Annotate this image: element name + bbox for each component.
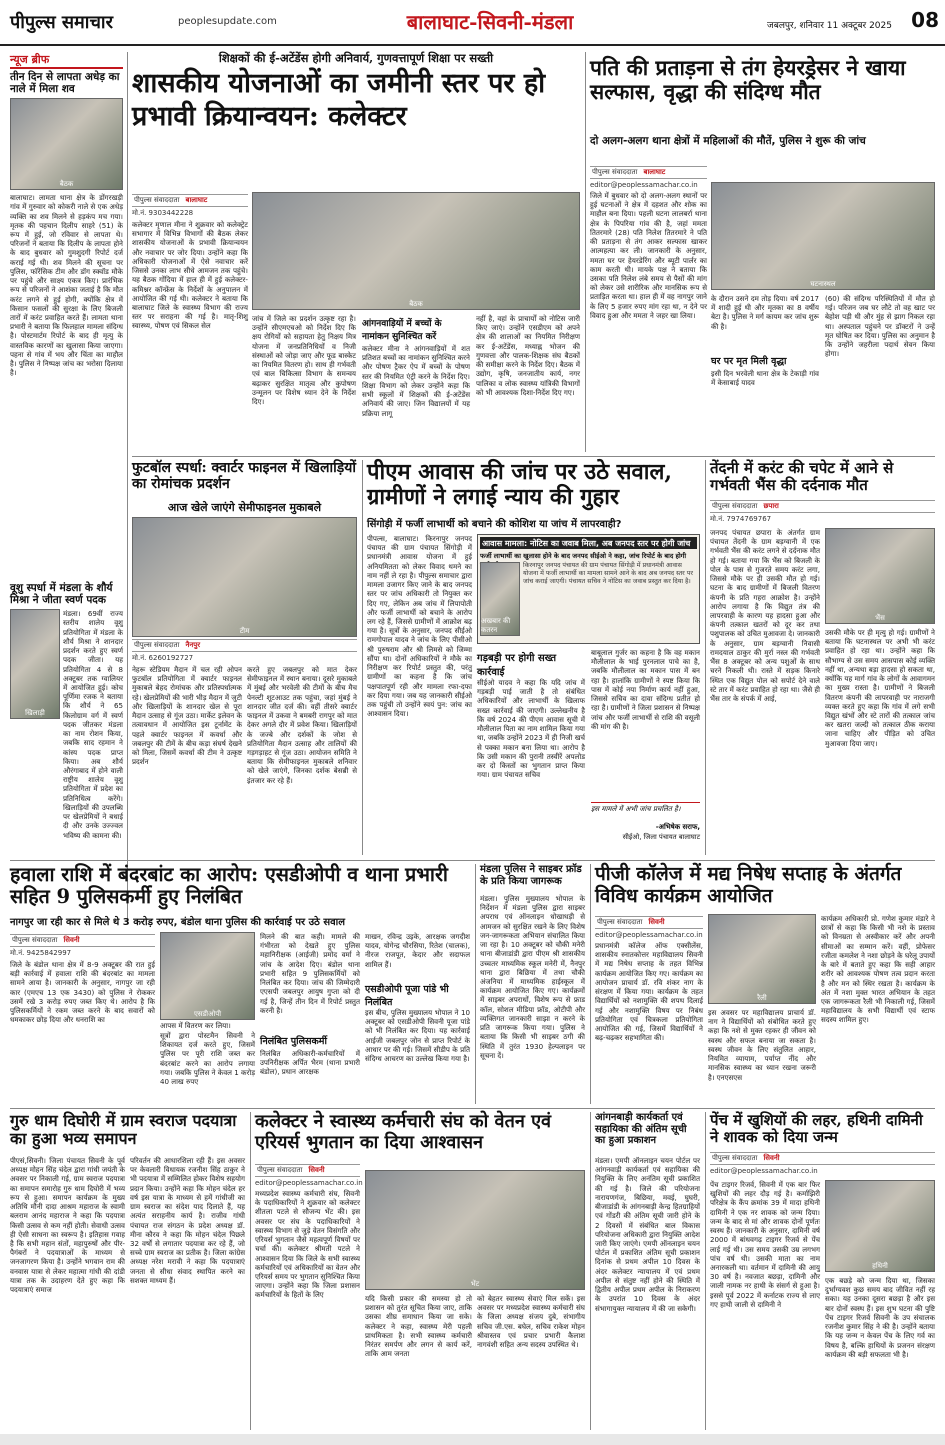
buffalo-col1: जनपद पंचायत छपारा के अंतर्गत ग्राम पंचायत तेंदनी के ग्राम बड़ग्वानी में एक गर्भवती भैंस की करंट लगने से दर्दनाक मौत हो गई। बताया गया कि भैंस को बिजली के पोल के पास से गुजरते समय करंट लगा, जिससे मौके पर ही उसकी मौत हो गई। घटना के बाद ग्रामीणों में बिजली वितरण कंपनी के प्रति गहरा आक्रोश है। उन्होंने आरोप लगाया है कि विद्युत तंत्र की लापरवाही के कारण यह हादसा हुआ और कंपनी तत्काल खतरों को दूर कर तथा पशुपालक को उचित मुआवजा दे। जानकारी के अनुसार, ग्राम बड़ग्वानी निवासी रामदयाल ठाकुर की मुर्रा नस्ल की गर्भवती भैंस 8 अक्टूबर को अन्य पशुओं के साथ चरने निकली थी। रास्ते में सड़क किनारे स्थित एक विद्युत पोल को सपोर्ट देने वाले स्टे तार में करंट प्रवाहित हो रहा था। जैसे ही भैंस तार के संपर्क में आई, xyxy=(710,528,820,703)
employees-photo: भेंट xyxy=(365,1170,585,1290)
hawala-story xyxy=(10,864,470,1104)
hawala-deck: नागपुर जा रही कार से मिले थे 3 करोड़ रुपए, बंडोल थाना पुलिस की कार्रवाई पर उठे सवाल xyxy=(10,917,346,928)
cyber-col1: मंडला। पुलिस मुख्यालय भोपाल के निर्देशन में मंडला पुलिस द्वारा साइबर अपराध एवं ऑनलाइन धोखाधड़ी से आमजन को सुरक्षित रखने के लिए विशेष जन-जागरूकता अभियान संचालित किया जा रहा है। 10 अक्टूबर को चौकी मनेरी थाना बीजाडांडी द्वारा पीएम श्री शासकीय उच्चतर माध्यमिक स्कूल मनेरी में, नैनपुर थाना द्वारा बिछिया में तथा चौकी अंजनिया में माध्यमिक हाईस्कूल में कार्यक्रम आयोजित किए गए। कार्यक्रमों में साइबर अपराधों, विशेष रूप से फ्राड कॉल, सोशल मीडिया फ्रॉड, ओटीपी और व्यक्तिगत जानकारी साझा न करने के प्रति जागरूक किया गया। पुलिस ने बताया कि किसी भी साइबर ठगी की स्थिति में तुरंत 1930 हेल्पलाइन पर सूचना दें। xyxy=(480,894,585,1060)
lead-mobile: मो.नं. 9303442228 xyxy=(132,209,194,217)
hawala-byline: पीपुल्स संवाददाता सिवनी xyxy=(10,934,155,947)
hawala-col2: मिलने की बात कही। मामले की गंभीरता को देखते हुए पुलिस महानिरीक्षक (आईजी) प्रमोद वर्मा ने जांच के आदेश दिए। बंडोल थाना प्रभारी सहित 9 पुलिसकर्मियों को निलंबित कर दिया। जांच की जिम्मेदारी एएसपी जबलपुर आयुष गुप्ता को दी गई है, जिन्हें तीन दिन में रिपोर्ट प्रस्तुत करनी है। xyxy=(260,932,360,1015)
pg-col2: इस अवसर पर महाविद्यालय प्राचार्य डॉ. नाग ने विद्यार्थियों को संबोधित करते हुए कहा कि नशे से मुक्त रहकर ही जीवन को स्वस्थ और सफल बनाया जा सकता है। स्वस्थ जीवन के लिए संतुलित आहार, नियमित व्यायाम, पर्याप्त नींद और मानसिक स्वास्थ्य का ध्यान रखना जरूरी है। एनएसएस xyxy=(708,1008,816,1082)
pg-col1: प्रधानमंत्री कॉलेज ऑफ एक्सीलेंस, शासकीय स्नातकोत्तर महाविद्यालय सिवनी में मद्य निषेध सप्ताह के तहत विभिन्न कार्यक्रम आयोजित किए गए। कार्यक्रम का आयोजन प्राचार्य डॉ. रवि शंकर नाग के संरक्षण में किया गया। कार्यक्रम के तहत विद्यार्थियों को नशामुक्ति की शपथ दिलाई गई और नशामुक्ति विषय पर निबंध प्रतियोगिता एवं चित्रकला प्रतियोगिता आयोजित की गई, जिसमें विद्यार्थियों ने बढ़-चढ़कर सहभागिता की। xyxy=(595,941,703,1043)
clip-body: किरनापुर जनपद पंचायत की ग्राम पंचायत सिंगोड़ी में प्रधानमंत्री आवास योजना में फर्जी लाभार्थी का मामला सामने आने के बाद अब जनपद स्तर पर जांच कराई जाएगी। पंचायत सचिव ने नोटिस का जवाब प्रस्तुत कर दिया है। xyxy=(523,562,693,586)
lead-story xyxy=(132,52,580,452)
brief-2-photo: खिलाड़ी xyxy=(10,609,60,719)
suicide-email: editor@peoplessamachar.co.in xyxy=(590,181,698,189)
hawala-col1: जिले के बंडोल थाना क्षेत्र में 8-9 अक्टूबर की रात हुई बड़ी कार्रवाई में हवाला राशि की बंदरबांट का मामला सामने आया है। जानकारी के अनुसार, नागपुर जा रही कार (एमएच 13 एक 3430) को पुलिस ने रोककर उसमें रखे 3 करोड़ रुपए जब्त किए थे। आरोप है कि पुलिसकर्मियों ने रकम जब्त करने के बाद सवारों को धमकाकर छोड़ दिया और धनराशि का xyxy=(10,960,155,1025)
anganwadi-headline: आंगनबाड़ी कार्यकर्ता एवं सहायिका की अंतिम सूची का हुआ प्रकाशन xyxy=(595,1112,687,1146)
football-col1: नेहरू स्टेडियम मैदान में चल रही ओपन फुटबॉल प्रतियोगिता में क्वार्टर फाइनल मुकाबले बेहद रोमांचक और प्रतिस्पर्धात्मक रहे। खेलप्रेमियों की भारी भीड़ मैदान में जुटी और खिलाड़ियों के शानदार खेल से पूरा मैदान उत्साह से गूंज उठा। मार्केट इलेवन के तत्वावधान में आयोजित इस टूर्नामेंट के पहले क्वार्टर फाइनल में कवर्धा और जबलपुर की टीमें के बीच कड़ा संघर्ष देखने को मिला, जिसमें कवर्धा की टीम ने उत्कृष्ट प्रदर्शन xyxy=(132,665,242,767)
pmay-story xyxy=(367,460,700,855)
employees-story xyxy=(255,1112,585,1430)
hawala-subhead-2: एसडीओपी पूजा पांडे भी निलंबित xyxy=(365,984,449,1008)
edition-banner: बालाघाट-सिवनी-मंडला xyxy=(406,10,574,34)
employees-byline: पीपुल्स संवाददाता सिवनी xyxy=(255,1164,360,1177)
lead-headline: शासकीय योजनाओं का जमीनी स्तर पर हो प्रभावी क्रियान्वयन: कलेक्टर xyxy=(132,68,546,132)
elephant-col2: एक बछड़े को जन्म दिया था, जिसका दुर्भाग्यवश कुछ समय बाद जीवित नहीं रह सका। यह उनका दूसरा बछड़ा है और इस बार दोनों स्वस्थ हैं। इस शुभ घटना की पुष्टि पेंच टाइगर रिजर्व सिवनी के उप संचालक रजनीश कुमार सिंह ने की है। उन्होंने बताया कि यह जन्म न केवल पेंच के लिए गर्व का विषय है, बल्कि हाथियों के प्रजनन संरक्षण कार्यक्रम की बड़ी सफलता भी है। xyxy=(825,1276,935,1359)
employees-col2: यदि किसी प्रकार की समस्या हो तो प्रशासन को तुरंत सूचित किया जाए, ताकि उसका शीघ्र समाधान किया जा सके। कलेक्टर ने कहा, स्वास्थ्य मेरी पहली प्राथमिकता है। सभी स्वास्थ्य कर्मचारी निरंतर समर्पण और लगन से कार्य करें, ताकि आम जनता xyxy=(365,1294,472,1359)
page-number: 08 xyxy=(911,8,939,32)
football-mobile: मो.नं. 6260192727 xyxy=(132,654,194,662)
employees-headline: कलेक्टर ने स्वास्थ्य कर्मचारी संघ को वेतन एवं एरियर्स भुगतान का दिया आश्वासन xyxy=(255,1111,552,1153)
hawala-sdop-photo: एसडीओपी xyxy=(160,932,255,1020)
employees-col3: को बेहतर स्वास्थ्य सेवाएं मिल सकें। इस अवसर पर मध्यप्रदेश स्वास्थ्य कर्मचारी संघ के जिला अध्यक्ष संजय दुबे, संभागीय सचिव जी.एस. बघेल, सचिव राकेश मोहन श्रीवास्तव एवं प्रचार प्रभारी कैलाश नागवंशी सहित अन्य सदस्य उपस्थित थे। xyxy=(477,1294,585,1350)
hawala-mobile: मो.नं. 9425842997 xyxy=(10,949,72,957)
pg-photo: रैली xyxy=(708,914,816,1004)
brief-label: न्यूज ब्रीफ xyxy=(10,52,123,69)
cyber-headline: मंडला पुलिस ने साइबर फ्रॉड के प्रति किया जागरूक xyxy=(480,864,582,887)
brief-1-body: बालाघाट। लामता थाना क्षेत्र के डोंगरखड़ी गांव में गुरुवार को कोकरी नाले से एक अधेड़ व्यक्ति का शव मिलने से हड़कंप मच गया। मृतक की पहचान दिलीप साहरे (51) के रूप में हुई, जो रविवार से लापता थे। परिजनों ने बताया कि दिलीप के लापता होने के बाद बुधवार को गुमशुदगी रिपोर्ट दर्ज कराई गई थी। शव मिलने की सूचना पर पुलिस, फॉरेंसिक टीम और डॉग स्क्वॉड मौके पर पहुंचे और साक्ष्य एकत्र किए। प्रारंभिक रूप से परिजनों ने आशंका जताई है कि मौत करंट लगने से हुई होगी, क्योंकि क्षेत्र में किसान फसलों की सुरक्षा के लिए बिजली तारों में करंट प्रवाहित करते हैं। लामता थाना प्रभारी ने बताया कि फिलहाल मामला संदिग्ध है। पोस्टमार्टम रिपोर्ट के बाद ही मृत्यु के वास्तविक कारणों का खुलासा किया जाएगा। पहना से गांव में भय और चिंता का माहौल है। पुलिस ने निष्पक्ष जांच का भरोसा दिलाया है। xyxy=(10,193,123,378)
suicide-headline: पति की प्रताड़ना से तंग हेयरड्रेसर ने खाया सल्फास, वृद्धा की संदिग्ध मौत xyxy=(590,55,906,105)
lead-kicker: शिक्षकों की ई-अटेंडेंस होगी अनिवार्य, गुणवत्तापूर्ण शिक्षा पर सख्ती xyxy=(218,51,494,65)
suicide-col1: जिले में बुधवार को दो अलग-अलग स्थानों पर हुई घटनाओं ने क्षेत्र में दहशत और शोक का माहौल बना दिया। पहली घटना लालबर्रा थाना क्षेत्र के पिपरिया गांव की है, जहां ममता तितरमारे (28) पति निलेश तितरमारे ने पति की प्रताड़ना से तंग आकर सल्फास खाकर आत्महत्या कर ली। जानकारी के अनुसार, ममता घर पर हेयरडेरिंग और ब्यूटी पार्लर का काम करती थी। मायके पक्ष ने बताया कि उसका पति निलेश लंबे समय से पैसों की मांग को लेकर उसे शारीरिक और मानसिक रूप से प्रताड़ित करता था। हाल ही में वह नागपुर जाने के लिए 5 हजार रुपए मांग रहा था, न देने पर विवाद हुआ और ममता ने जहर खा लिया। xyxy=(590,191,707,320)
football-photo: टीम xyxy=(132,517,357,637)
gurudham-col2: परिवर्तन की आधारशिला रही हैं। इस अवसर पर केवलारी विधायक रजनीश सिंह ठाकुर ने भी पदयात्रा में सम्मिलित होकर विशेष सहयोग प्रदान किया। उन्होंने कहा कि मोहन चंदेल हर वर्ष इस यात्रा के माध्यम से हमें गांधीजी का ग्राम स्वराज का संदेश याद दिलाते हैं, यह अत्यंत सराहनीय कार्य है। राजीव गांधी पंचायत राज संगठन के प्रदेश अध्यक्ष डॉ. मीना कौरव ने कहा कि मोहन चंदेल पिछले 32 वर्षों से लगातार पदयात्रा कर रहे हैं, जो सच्चे ग्राम स्वराज का प्रतीक है। जिला कांग्रेस अध्यक्ष नरेश मरावी ने कहा कि पदयात्राएं जनता से सीधा संवाद स्थापित करने का सशक्त माध्यम हैं। xyxy=(130,1156,245,1285)
gurudham-headline: गुरु धाम दिघोरी में ग्राम स्वराज पदयात्रा का हुआ भव्य समापन xyxy=(10,1111,237,1149)
lead-byline: पीपुल्स संवाददाता बालाघाट xyxy=(132,194,248,207)
pmay-deck: सिंगोड़ी में फर्जी लाभार्थी को बचाने की कोशिश या जांच में लापरवाही? xyxy=(367,519,622,530)
pmay-clipping xyxy=(477,534,700,644)
elephant-col1: पेंच टाइगर रिजर्व, सिवनी में एक बार फिर खुशियों की लहर दौड़ गई है। कर्माझिरी परिक्षेत्र के कैंप क्रमांक 39 में मादा हथिनी दामिनी ने एक नर शावक को जन्म दिया। जन्म के बाद से मां और शावक दोनों पूर्णतः स्वस्थ हैं। जानकारी के अनुसार, दामिनी वर्ष 2000 में बांधवगढ़ टाइगर रिजर्व से पेंच लाई गई थी। उस समय उसकी उम्र लगभग पांच वर्ष थी। उसकी माता का नाम अनारकली था। वर्तमान में दामिनी की आयु 30 वर्ष है। नवजात बछड़ा, दामिनी और जाली नामक नर हाथी के संसर्ग से हुआ है। इससे पूर्व 2022 में कर्नाटक राज्य से लाए गए हाथी जाली से दामिनी ने xyxy=(710,1180,820,1309)
suicide-byline: पीपुल्स संवाददाता बालाघाट xyxy=(590,166,707,179)
suicide-subhead: घर पर मृत मिली वृद्धा xyxy=(711,356,787,367)
logo: पीपुल्स समाचार xyxy=(10,12,113,33)
football-story xyxy=(132,460,357,855)
hawala-col2b: निलंबित अधिकारी-कर्मचारियों में उपनिरीक्षक अर्पित भैरम (थाना प्रभारी बंडोल), प्रधान आरक्षक xyxy=(260,1049,360,1077)
football-headline: फुटबॉल स्पर्धा: क्वार्टर फाइनल में खिलाड़ियों का रोमांचक प्रदर्शन xyxy=(132,460,356,493)
buffalo-byline: पीपुल्स संवाददाता छपारा xyxy=(710,500,935,513)
pg-story xyxy=(595,864,935,1104)
suicide-col3: (60) की संदिग्ध परिस्थितियों में मौत हो गई। परिजन जब घर लौटे तो वह खाट पर बेहोश पड़ी थी और मुंह से झाग निकल रहा था। अस्पताल पहुंचने पर डॉक्टरों ने उन्हें मृत घोषित कर दिया। पुलिस का अनुमान है कि उन्होंने जहरीला पदार्थ सेवन किया होगा। xyxy=(825,294,935,359)
pmay-subhead: गड़बड़ी पर होगी सख्त कार्रवाई xyxy=(477,653,557,678)
hawala-subhead: निलंबित पुलिसकर्मी xyxy=(260,1036,327,1047)
clip-sub: फर्जी लाभार्थी का खुलासा होने के बाद जनपद सीईओ ने कहा, जांच रिपोर्ट के बाद होगी xyxy=(480,552,687,560)
pg-byline: पीपुल्स संवाददाता सिवनी xyxy=(595,916,703,929)
pg-col3: कार्यक्रम अधिकारी प्रो. गणेश कुमार मंडारे ने छात्रों से कहा कि किसी भी नशे के प्रस्ताव को विनम्रता से अस्वीकार करें और अपनी सीमाओं का सम्मान करें। वहीं, प्रोफेसर रजीता कमलेश ने नशा छोड़ने के घरेलू उपायों के बारे में बताते हुए कहा कि सही आहार शरीर को आवश्यक पोषण तत्व प्रदान करता है और मन को स्थिर रखता है। कार्यक्रम के अंत में नशा मुक्त भारत अभियान के तहत एक जागरूकता रैली भी निकाली गई, जिसमें महाविद्यालय के सभी विद्यार्थी एवं स्टाफ सदस्य शामिल हुए। xyxy=(821,914,935,1025)
news-brief xyxy=(10,52,123,922)
suicide-col2: के दौरान उसने दम तोड़ दिया। वर्ष 2017 में शादी हुई थी और मृतका का 8 वर्षीय बेटा है। पुलिस ने मर्ग कायम कर जांच शुरू की है। xyxy=(711,294,819,331)
buffalo-mobile: मो.नं. 7974769767 xyxy=(710,515,772,523)
suicide-photo: घटनास्थल xyxy=(711,182,935,290)
pg-headline: पीजी कॉलेज में मद्य निषेध सप्ताह के अंतर्गत विविध कार्यक्रम आयोजित xyxy=(595,863,902,907)
dateline: जबलपुर, शनिवार 11 अक्टूबर 2025 xyxy=(767,21,892,31)
elephant-story xyxy=(710,1112,935,1430)
anganwadi-col1: मंडला। एमपी ऑनलाइन चयन पोर्टल पर आंगनवाड़ी कार्यकर्ता एवं सहायिका की नियुक्ति के लिए अनंतिम सूची प्रकाशित की गई है। जिले की परियोजना नारायणगंज, बिछिया, मवई, घुघरी, बीजाडांडी के आंगनबाड़ी केन्द्र हितग्राहियों एवं गोंडरी की अंतिम सूची जारी होने के 2 दिवसों में संबंधित बाल विकास परियोजना अधिकारी द्वारा नियुक्ति आदेश जारी किए जाएंगे। एमपी ऑनलाइन चयन पोर्टल में प्रकाशित अंतिम सूची प्रकाशन दिनांक से प्रथम अपील 10 दिवस के अंदर कलेक्टर न्यायालय में एवं प्रथम अपील से संतुष्ट नहीं होने की स्थिति में द्वितीय अपील प्रथम अपील के निराकरण के उपरांत 10 दिवस के अंदर संभागायुक्त न्यायालय में की जा सकेगी। xyxy=(595,1156,700,1313)
lead-subhead: आंगनवाड़ियों में बच्चों के नामांकन सुनिश्चित करें xyxy=(362,319,442,342)
cyber-story xyxy=(480,864,585,1104)
gurudham-story xyxy=(10,1112,245,1430)
lead-photo: बैठक xyxy=(252,192,580,310)
lead-col2: जांच में जिले का प्रदर्शन उत्कृष्ट रहा है। उन्होंने सीएमएचओ को निर्देश दिए कि क्षय रोगियों को सहायता हेतु निक्षय मित्र योजना में जनप्रतिनिधियों व निजी संस्थाओं को जोड़ा जाए और फूड बास्केट का नियमित वितरण हो। साथ ही गर्भवती एवं बाल चिकित्सा विभाग के समन्वय बढ़ाकर सुरक्षित मातृत्व और कुपोषण उन्मूलन पर विशेष ध्यान देने के निर्देश दिए। xyxy=(252,314,356,406)
employees-col1: मध्यप्रदेश स्वास्थ्य कर्मचारी संघ, सिवनी के पदाधिकारियों ने शुक्रवार को कलेक्टर शीतला पटले से सौजन्य भेंट की। इस अवसर पर संघ के पदाधिकारियों ने स्वास्थ्य विभाग से जुड़े वेतन विसंगति और एरियर्स भुगतान जैसे महत्वपूर्ण विषयों पर चर्चा की। कलेक्टर श्रीमती पटले ने आश्वासन दिया कि जिले के सभी स्वास्थ्य कर्मचारियों एवं अधिकारियों का वेतन और एरियर्स समय पर भुगतान सुनिश्चित किया जाएगा। उन्होंने कहा कि जिला प्रशासन कर्मचारियों के हितों के लिए xyxy=(255,1189,360,1300)
lead-col1: कलेक्टर मृणाल मीना ने शुक्रवार को कलेक्ट्रेट सभागार में विभिन्न विभागों की बैठक लेकर शासकीय योजनाओं के प्रभावी क्रियान्वयन और नवाचार पर जोर दिया। उन्होंने कहा कि अधिकारी योजनाओं में ऐसे नवाचार करें जिससे उनका लाभ सीधे आमजन तक पहुंचे। यह बैठक गोंदिया में हाल ही में हुई कलेक्टर-कमिश्नर कॉन्फ्रेंस के निर्देशों के अनुपालन में आयोजित की गई थी। कलेक्टर ने बताया कि बालाघाट जिले के स्वास्थ्य विभाग की राज्य स्तर पर सराहना की गई है। मातृ-शिशु स्वास्थ्य, पोषण एवं सिकल सेल xyxy=(132,220,248,331)
hawala-col3b: इस बीच, पुलिस मुख्यालय भोपाल ने 10 अक्टूबर को एसडीओपी सिवनी पूजा पांडे को भी निलंबित कर दिया। यह कार्रवाई आईजी जबलपुर जोन से प्राप्त रिपोर्ट के आधार पर की गई। जिसमें सीडीप के प्रति संदिग्ध आचरण का उल्लेख किया गया है। xyxy=(365,1008,470,1064)
gurudham-col1: पीएसं,सिवनी। जिला पंचायत सिवनी के पूर्व अध्यक्ष मोहन सिंह चंदेल द्वारा गांधी जयंती के अवसर पर निकाली गई, ग्राम स्वराज पदयात्रा का समापन समारोह गुरु धाम दिघोरी में भव्य रूप से हुआ। समापन कार्यक्रम के मुख्य अतिथि मौनी दादा आश्रम महाराज के स्वामी बलराम आनंद महाराज ने कहा कि पदयात्रा किसी उत्सव से कम नहीं होती। सेवाधी उत्सव ही ऐसी साधना का स्वरूप है। इतिहास गवाह है कि सभी महान संतों, महापुरुषों और पीर-पैगंबरों ने पदयात्राओं के माध्यम से जनजागरण किया है। उन्होंने भगवान राम की वनवास यात्रा से लेकर महात्मा गांधी की दांडी यात्रा तक के उदाहरण देते हुए कहा कि पदयात्राएं समाज xyxy=(10,1156,125,1295)
footer-colorbar xyxy=(0,1434,945,1445)
brief-1-title: तीन दिन से लापता अधेड़ का नाले में मिला शव xyxy=(10,71,120,96)
suicide-deck: दो अलग-अलग थाना क्षेत्रों में महिलाओं की मौतें, पुलिस ने शुरू की जांच xyxy=(590,135,866,147)
employees-email: editor@peoplessamachar.co.in xyxy=(255,1179,363,1187)
pg-email: editor@peoplessamachar.co.in xyxy=(595,931,703,939)
suicide-col2b: इसी दिन भरवेली थाना क्षेत्र के टेकाड़ी गांव में केसाबाई यादव xyxy=(711,369,819,388)
buffalo-photo: भैंस xyxy=(825,528,935,624)
lead-col3: कलेक्टर मीना ने आंगनवाड़ियों में शत प्रतिशत बच्चों का नामांकन सुनिश्चित करने और पोषण ट्रैकर ऐप में बच्चों के पोषण स्तर की नियमित एंट्री करने के निर्देश दिए। शिक्षा विभाग को लेकर उन्होंने कहा कि सभी स्कूलों में शिक्षकों की ई-अटेंडेंस अनिवार्य की जाए। जिन विद्यालयों में यह प्रक्रिया लागू xyxy=(362,344,470,418)
hawala-col1b: सूत्रों द्वारा पोस्टमैन सिवनी ने शिकायत दर्ज करते हुए, जिसमें पुलिस पर पूरी राशि जब्त कर बंदरबांट करने का आरोप लगाया गया। जबकि पुलिस ने केवल 1 करोड़ 40 लाख रुपए xyxy=(160,1031,255,1087)
elephant-headline: पेंच में खुशियों की लहर, हथिनी दामिनी ने शावक को दिया जन्म xyxy=(710,1111,923,1147)
buffalo-headline: तेंदनी में करंट की चपेट में आने से गर्भवती भैंस की दर्दनाक मौत xyxy=(710,459,894,495)
pmay-headline: पीएम आवास की जांच पर उठे सवाल, ग्रामीणों ने लगाई न्याय की गुहार xyxy=(367,459,673,511)
elephant-email: editor@peoplessamachar.co.in xyxy=(710,1167,818,1175)
elephant-photo: हथिनी xyxy=(825,1180,935,1272)
suicide-story xyxy=(590,56,935,454)
clip-photo: अखबार की कतरन xyxy=(480,562,520,636)
masthead xyxy=(0,0,945,46)
website: peoplesupdate.com xyxy=(178,16,277,27)
hawala-col3: माखन, रविन्द्र उइके, आरक्षक जगदीश यादव, योगेन्द्र चौरसिया, रितेश (चालक), नीरज राजपूत, केदार और सदाफल शामिल हैं। xyxy=(365,932,470,969)
buffalo-col2: उसकी मौके पर ही मृत्यु हो गई। ग्रामीणों ने बताया कि घटनास्थल पर अभी भी करंट प्रवाहित हो रहा था। उन्होंने कहा कि सौभाग्य से उस समय आसपास कोई व्यक्ति नहीं था, अन्यथा बड़ा हादसा हो सकता था, क्योंकि यह मार्ग गांव के लोगों के आवागमन का मुख्य रास्ता है। ग्रामीणों ने बिजली वितरण कंपनी की लापरवाही पर नाराजगी व्यक्त करते हुए कहा कि गांव में लगे सभी विद्युत खंभों और स्टे तारों की तत्काल जांच कर खतरा जल्दी को तत्काल ठीक कराया जाना चाहिए और पीड़ित को उचित मुआवजा दिया जाए। xyxy=(825,628,935,748)
football-byline: पीपुल्स संवाददाता नैनपुर xyxy=(132,639,357,652)
lead-col4: नहीं है, वहां के प्राचार्यों को नोटिस जारी किए जाएं। उन्होंने एसडीएम को अपने क्षेत्र की शालाओं का नियमित निरीक्षण कर ई-अटेंडेंस, मध्याह्न भोजन की गुणवत्ता और पालक-शिक्षक संघ बैठकों की समीक्षा करने के निर्देश दिए। बैठक में उद्योग, कृषि, जनजातीय कार्य, नगर पालिका व लोक स्वास्थ्य यांत्रिकी विभागों को भी आवश्यक दिशा-निर्देश दिए गए। xyxy=(476,314,580,397)
pmay-quote: इस मामले में अभी जांच प्रचलित है। -अभिषेक सराफ, सीईओ, जिला पंचायत बालाघाट xyxy=(591,802,700,841)
football-col2: करते हुए जबलपुर को मात देकर सेमीफाइनल में स्थान बनाया। दूसरे मुकाबले में मुंबई और भरवेली की टीमों के बीच मैच पेनल्टी शूटआउट तक पहुंचा, जहां मुंबई ने शानदार जीत दर्ज की। वहीं तीसरे क्वार्टर फाइनल में उकवा ने बमबरी रागपुर को मात देकर अगले दौर में प्रवेश किया। खिलाड़ियों के जज्बे और दर्शकों के जोश से प्रतियोगिता मैदान उत्साह और तालियों की गड़गड़ाहट से गूंज उठा। आयोजन समिति ने बताया कि सेमीफाइनल मुकाबले शनिवार को खेले जाएंगे, जिनका दर्शक बेसब्री से इंतजार कर रहे हैं। xyxy=(247,665,357,785)
pmay-col3: बाबूलाल गुर्जर का कहना है कि वह मकान मौलीलाल के भाई पुरनलाल पाचे का है, जबकि मौलीलाल का मकान पास में बन रहा है। हालांकि ग्रामीणों ने स्पष्ट किया कि पास में कोई नया निर्माण कार्य नहीं हुआ, जिससे सचिव का दावा संदिग्ध प्रतीत हो रहा है। ग्रामीणों ने जिला प्रशासन से निष्पक्ष जांच और फर्जी लाभार्थी से राशि की वसूली की मांग की है। xyxy=(591,648,700,731)
hawala-photo-caption: आपस में वितरण कर लिया। xyxy=(160,1021,231,1030)
football-deck: आज खेले जाएंगे सेमीफाइनल मुकाबले xyxy=(167,501,322,514)
brief-1-photo: बैठक xyxy=(10,98,123,190)
pmay-col2: सीईओ यादव ने कहा कि यदि जांच में गड़बड़ी पाई जाती है तो संबंधित अधिकारियों और लाभार्थी के खिलाफ सख्त कार्रवाई की जाएगी। उल्लेखनीय है कि वर्ष 2024 की पीएम आवास सूची में मौलीलाल पिता का नाम शामिल किया गया था, जबकि उन्होंने 2023 में ही निजी खर्च से पक्का मकान बना लिया था। आरोप है कि उसी मकान की पुरानी तस्वीरें अपलोड कर दो किस्तों का भुगतान प्राप्त किया गया। ग्राम पंचायत सचिव xyxy=(477,678,585,780)
clip-title: आवास मामला: नोटिस का जवाब मिला, अब जनपद स्तर पर होगी जांच xyxy=(480,537,697,549)
anganwadi-story xyxy=(595,1112,700,1430)
brief-2-title: वूशु स्पर्धा में मंडला के शौर्य मिश्रा ने जीता स्वर्ण पदक xyxy=(10,582,113,607)
pmay-col1: पीपल्स, बालाघाट। किरनापुर जनपद पंचायत की ग्राम पंचायत सिंगोड़ी में प्रधानमंत्री आवास योजना में हुई अनियमितता को लेकर विवाद थमने का नाम नहीं ले रहा है। पीपुल्स समाचार द्वारा मामला उजागर किए जाने के बाद जनपद स्तर पर जांच अधिकारी तो नियुक्त कर दिए गए, लेकिन अब जांच में लिपापोती और फर्जी लाभार्थी को बचाने के आरोप लग रहे हैं, जिससे ग्रामीणों में आक्रोश बढ़ गया है। सूत्रों के अनुसार, जनपद सीईओ रामगोपाल यादव ने जांच के लिए पीसीओ श्री पुरुषराम और श्री लिमसे को जिम्मा सौंपा था। दोनों अधिकारियों ने मौके का निरीक्षण कर रिपोर्ट प्रस्तुत की, परंतु ग्रामीणों का कहना है कि जांच पक्षपातपूर्ण रही और मामला रफा-दफा कर दिया गया। जब यह जानकारी सीईओ तक पहुंची तो उन्होंने स्वयं पुन: जांच का आश्वासन दिया। xyxy=(367,534,472,719)
buffalo-story xyxy=(710,460,935,855)
hawala-headline: हवाला राशि में बंदरबांट का आरोप: एसडीओपी व थाना प्रभारी सहित 9 पुलिसकर्मी हुए निलंबित xyxy=(10,863,448,909)
brief-2-body: मंडला। 69वीं राज्य स्तरीय शालेय वूशु प्रतियोगिता में मंडला के शौर्य मिश्रा ने शानदार प्रदर्शन करते हुए स्वर्ण पदक जीता। यह प्रतियोगिता 4 से 8 अक्टूबर तक ग्वालियर में आयोजित हुई। कोच पूर्णिमा रजक ने बताया कि शौर्य ने 65 किलोग्राम वर्ग में स्वर्ण पदक जीतकर मंडला का नाम रोशन किया, जबकि साद रहमान ने कांस्य पदक प्राप्त किया। अब शौर्य औरंगाबाद में होने वाली राष्ट्रीय शालेय वूशु प्रतियोगिता में प्रदेश का प्रतिनिधित्व करेंगे। खिलाड़ियों की उपलब्धि पर खेलप्रेमियों ने बधाई दी और उनके उज्ज्वल भविष्य की कामना की। xyxy=(63,609,123,840)
elephant-byline: पीपुल्स संवाददाता सिवनी xyxy=(710,1152,935,1165)
